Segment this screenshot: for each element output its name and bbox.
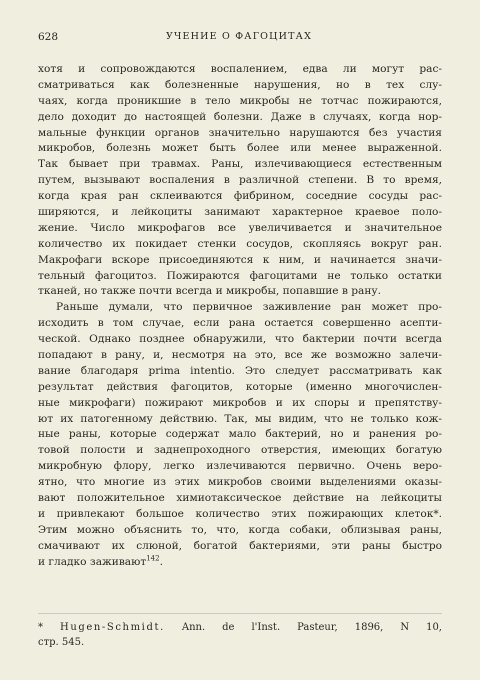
footnote-line [38, 620, 442, 635]
footnote-citation: Ann. de l'Inst. Pasteur, 1896, N 10, [164, 622, 442, 633]
text-fragment: и гладко заживают [38, 555, 147, 568]
text-line: Так бывает при травмах. Раны, излечивающиеся естественным [38, 158, 442, 171]
footnote [38, 620, 442, 650]
text-line: хотя и сопровождаются воспалением, едва ли могут рас- [38, 63, 442, 75]
text-line: микробную флору, легко излечиваются первично. Очень веро- [38, 460, 442, 473]
body-text [38, 62, 442, 571]
text-line: Этим можно объяснить то, что, когда собаки, облизывая раны, [38, 523, 442, 536]
text-line: путем, вызывают воспаления в различной степени. В то время, [38, 174, 442, 187]
paragraph-first-line: Раньше думали, что первичное заживление ран может про- [56, 301, 442, 314]
text-line: дело доходит до настоящей болезни. Даже в случаях, когда нор- [38, 110, 442, 123]
running-head [38, 30, 440, 44]
reference-number: 142 [146, 554, 160, 563]
text-line: тканей, но также почти всегда и микробы, попавшие в рану. [38, 285, 382, 298]
text-line: жение. Число микрофагов все увеличивается и значительное [38, 221, 442, 234]
text-line: Макрофаги вскоре присоединяются к ним, и начинается значи- [38, 253, 442, 266]
text-line: результат действия фагоцитов, которые (именно многочислен- [38, 380, 442, 393]
paragraph-last-line [38, 555, 442, 571]
sentence-end: . [159, 555, 163, 568]
text-line: ческой. Однако позднее обнаружили, что бактерии почти всегда [38, 333, 442, 346]
footnote-author: Hugen-Schmidt. [60, 622, 165, 633]
text-line: попадают в рану, и, несмотря на это, все же возможно залечи- [38, 349, 442, 362]
text-line: тельный фагоцитоз. Пожираются фагоцитами не только остатки [38, 269, 442, 282]
text-line: товой полости и заднепроходного отверстия, имеющих богатую [38, 444, 442, 457]
text-line: ные раны, которые содержат мало бактерий, но и ранения ро- [38, 428, 442, 441]
text-line: смачивают их слюной, богатой бактериями, эти раны быстро [38, 539, 442, 552]
running-title: УЧЕНИЕ О ФАГОЦИТАХ [165, 31, 313, 42]
text-line: исходить в том случае, если рана остается совершенно асепти- [38, 317, 442, 330]
text-line: мальные функции органов значительно нарушаются без участия [38, 126, 442, 139]
text-line: когда края ран склеиваются фибрином, соседние сосуды рас- [38, 190, 442, 203]
text-line: чаях, когда проникшие в тело микробы не тотчас пожираются, [38, 94, 442, 107]
text-line: и привлекают большое количество этих пожирающих клеток*. [38, 507, 442, 520]
footnote-divider [38, 613, 442, 614]
page-number: 628 [38, 31, 59, 43]
footnote-marker: * [38, 622, 60, 633]
footnote-line: стр. 545. [38, 637, 85, 648]
text-line: ширяются, и лейкоциты занимают характерное краевое поло- [38, 206, 442, 219]
text-line: количество их покидает стенки сосудов, скопляясь вокруг ран. [38, 237, 442, 250]
text-line: ют их патогенному действию. Так, мы видим, что не только кож- [38, 412, 442, 425]
text-line: сматриваться как болезненные нарушения, но в тех слу- [38, 78, 442, 91]
text-line: ные микрофаги) пожирают микробов и их споры и препятству- [38, 396, 442, 409]
text-line: микробов, болезнь может быть более или менее выраженной. [38, 142, 442, 155]
text-line: вание благодаря prima intentio. Это следует рассматривать как [38, 364, 442, 377]
text-line: ятно, что многие из этих микробов своими выделениями оказы- [38, 476, 442, 489]
text-line: вают положительное химиотаксическое действие на лейкоциты [38, 492, 442, 505]
